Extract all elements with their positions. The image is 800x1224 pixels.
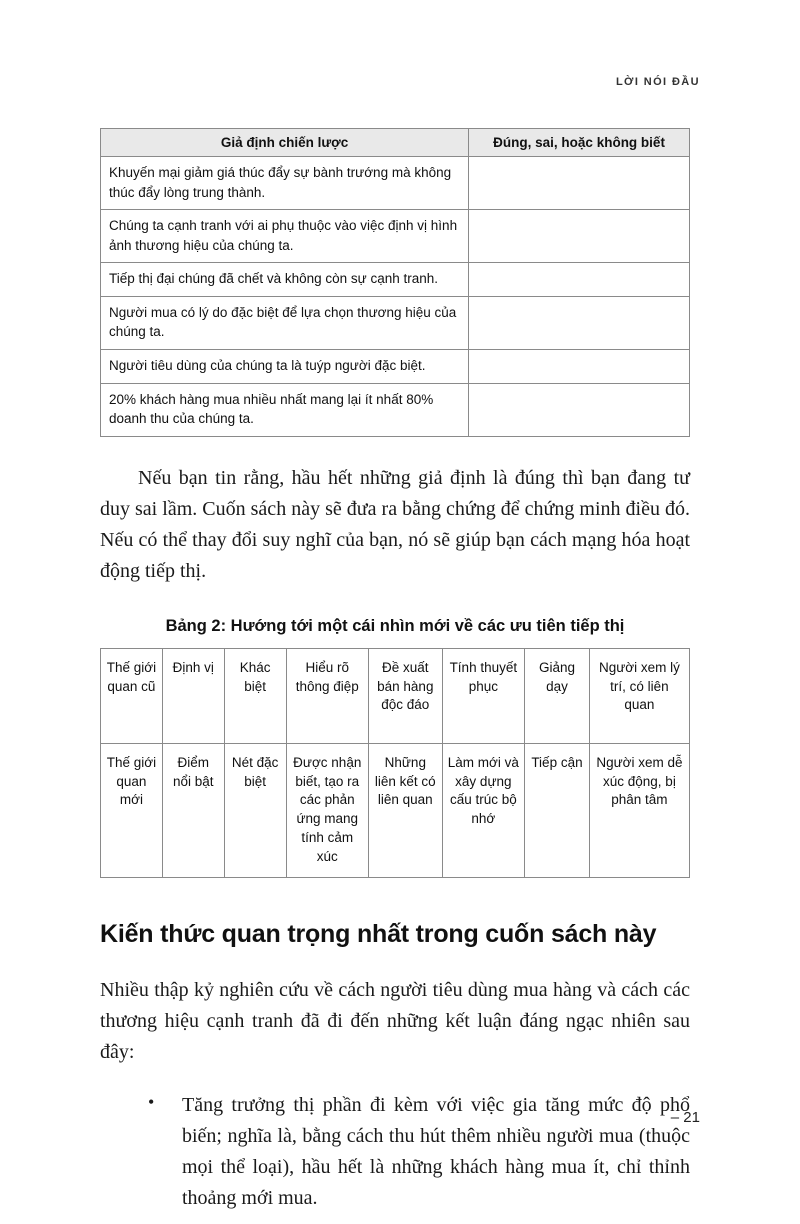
table2-new-1: Điểm nổi bật <box>162 743 224 877</box>
table2-new-7: Người xem dễ xúc động, bị phân tâm <box>589 743 689 877</box>
table2-old-1: Định vị <box>162 648 224 743</box>
table-row <box>101 296 690 349</box>
table-row <box>101 157 690 210</box>
table2-old-2: Khác biệt <box>224 648 286 743</box>
table2-old-5: Tính thuyết phục <box>442 648 524 743</box>
table2-new-6: Tiếp cận <box>525 743 590 877</box>
table1-cell-answer[interactable] <box>469 210 690 263</box>
table2-new-5: Làm mới và xây dựng cấu trúc bộ nhớ <box>442 743 524 877</box>
table1-cell-answer[interactable] <box>469 296 690 349</box>
assumptions-table <box>100 128 690 437</box>
table1-header-2: Đúng, sai, hoặc không biết <box>469 129 690 157</box>
table1-cell-statement: 20% khách hàng mua nhiều nhất mang lại ít nhất 80% doanh thu của chúng ta. <box>101 383 469 436</box>
table2-old-0: Thế giới quan cũ <box>101 648 163 743</box>
worldview-table <box>100 648 690 878</box>
running-head: LỜI NÓI ĐẦU <box>615 76 700 88</box>
table2-new-4: Những liên kết có liên quan <box>368 743 442 877</box>
table2-new-3: Được nhận biết, tạo ra các phản ứng mang tính cảm xúc <box>286 743 368 877</box>
table2-old-3: Hiểu rõ thông điệp <box>286 648 368 743</box>
section-paragraph: Nhiều thập kỷ nghiên cứu về cách người tiêu dùng mua hàng và cách các thương hiệu cạnh tranh đã đi đến những kết luận đáng ngạc nhiên sau đây: <box>100 978 690 1063</box>
table-row <box>101 210 690 263</box>
table1-cell-answer[interactable] <box>469 383 690 436</box>
table1-cell-statement: Người mua có lý do đặc biệt để lựa chọn thương hiệu của chúng ta. <box>101 296 469 349</box>
table1-cell-statement: Tiếp thị đại chúng đã chết và không còn sự cạnh tranh. <box>101 263 469 297</box>
table-row <box>101 349 690 383</box>
table1-cell-statement: Khuyến mại giảm giá thúc đẩy sự bành trướng mà không thúc đẩy lòng trung thành. <box>101 157 469 210</box>
table2-new-2: Nét đặc biệt <box>224 743 286 877</box>
table2-caption: Bảng 2: Hướng tới một cái nhìn mới về các ưu tiên tiếp thị <box>165 616 625 635</box>
table-row <box>101 743 690 877</box>
table1-cell-statement: Người tiêu dùng của chúng ta là tuýp người đặc biệt. <box>101 349 469 383</box>
list-item: • Tăng trưởng thị phần đi kèm với việc gia tăng mức độ phổ biến; nghĩa là, bằng cách thu hút thêm nhiều người mua (thuộc mọi thể loại), hầu hết là những khách hàng mua ít, chỉ thỉnh thoảng mới mua. <box>140 1090 690 1214</box>
intro-paragraph: Nếu bạn tin rằng, hầu hết những giả định là đúng thì bạn đang tư duy sai lầm. Cuốn sách này sẽ đưa ra bằng chứng để chứng minh điều đó. Nếu có thể thay đổi suy nghĩ của bạn, nó sẽ giúp bạn cách mạng hóa hoạt động tiếp thị. <box>100 466 690 582</box>
table1-cell-answer[interactable] <box>469 349 690 383</box>
table1-header-1: Giả định chiến lược <box>101 129 469 157</box>
section-heading: Kiến thức quan trọng nhất trong cuốn sách này <box>100 919 657 948</box>
table2-old-4: Đề xuất bán hàng độc đáo <box>368 648 442 743</box>
table-row <box>101 648 690 743</box>
page-content <box>100 128 690 1224</box>
table-row <box>101 383 690 436</box>
table1-cell-answer[interactable] <box>469 157 690 210</box>
page-number: – 21 <box>670 1109 700 1126</box>
table1-cell-answer[interactable] <box>469 263 690 297</box>
table1-cell-statement: Chúng ta cạnh tranh với ai phụ thuộc vào việc định vị hình ảnh thương hiệu của chúng ta. <box>101 210 469 263</box>
findings-list <box>100 1090 690 1214</box>
table2-old-7: Người xem lý trí, có liên quan <box>589 648 689 743</box>
table-header-row <box>101 129 690 157</box>
table2-old-6: Giảng dạy <box>525 648 590 743</box>
table2-new-0: Thế giới quan mới <box>101 743 163 877</box>
table-row <box>101 263 690 297</box>
